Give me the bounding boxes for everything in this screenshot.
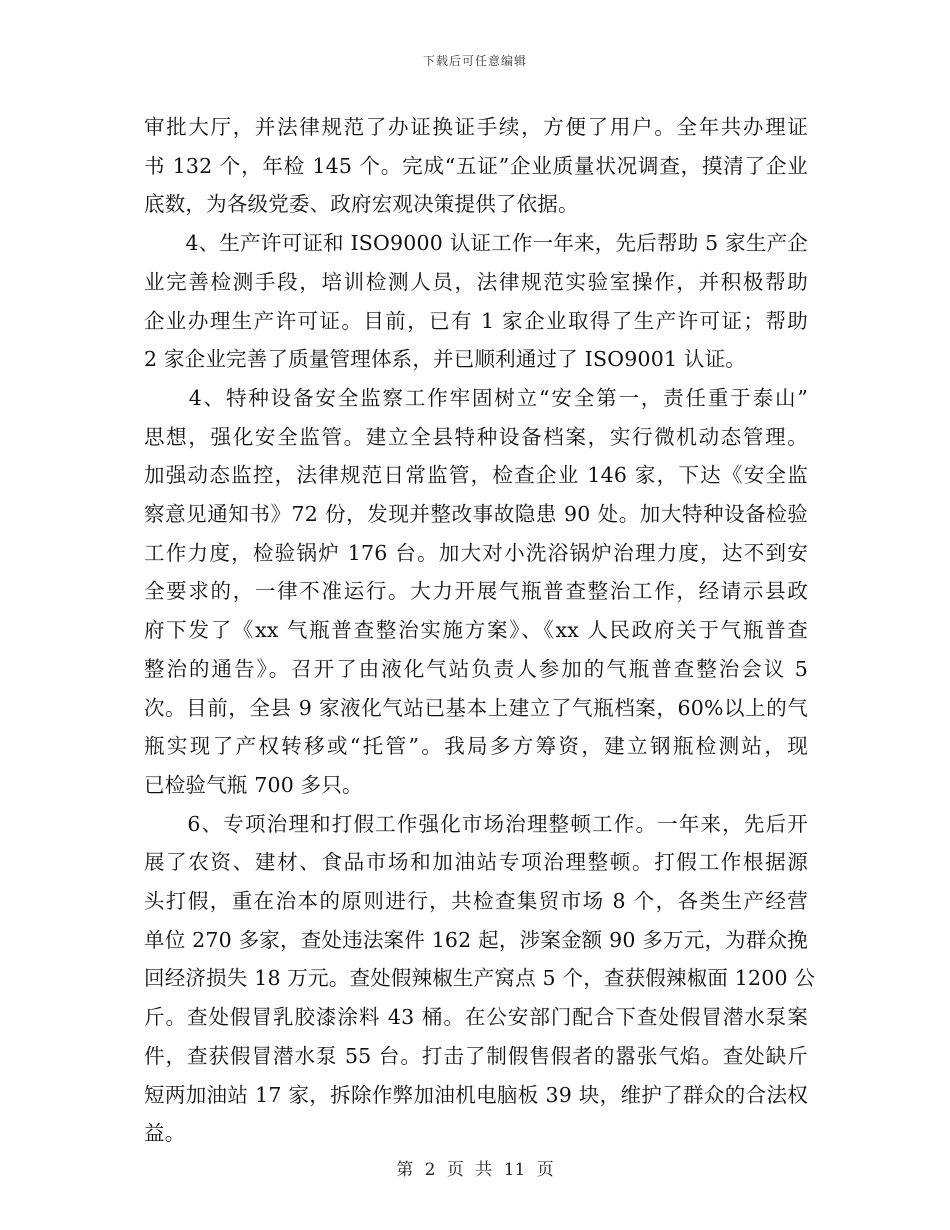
text-line: 2 家企业完善了质量管理体系，并已顺利通过了 ISO9001 认证。 (144, 347, 747, 372)
text-line: 4、特种设备安全监察工作牢固树立“安全第一，责任重于泰山” (144, 385, 808, 410)
text-line: 头打假，重在治本的原则进行，共检查集贸市场 8 个，各类生产经营 (144, 889, 808, 914)
text-line: 企业办理生产许可证。目前，已有 1 家企业取得了生产许可证；帮助 (144, 308, 808, 333)
text-line: 单位 270 多家，查处违法案件 162 起，涉案金额 90 多万元，为群众挽 (144, 927, 808, 952)
page-header: 下载后可任意编辑 (422, 54, 527, 68)
text-line: 件，查获假冒潜水泵 55 台。打击了制假售假者的嚣张气焰。查处缺斤 (144, 1043, 808, 1068)
text-line: 瓶实现了产权转移或“托管”。我局多方筹资，建立钢瓶检测站，现 (144, 734, 808, 759)
paragraph-certificates-continued (144, 108, 808, 224)
text-line: 工作力度，检验锅炉 176 台。加大对小洗浴锅炉治理力度，达不到安 (144, 540, 808, 565)
text-line: 短两加油站 17 家，拆除作弊加油机电脑板 39 块，维护了群众的合法权 (144, 1082, 808, 1107)
text-line: 益。 (144, 1121, 186, 1146)
text-line: 次。目前，全县 9 家液化气站已基本上建立了气瓶档案，60%以上的气 (144, 695, 808, 720)
text-line: 全要求的，一律不准运行。大力开展气瓶普查整治工作，经请示县政 (144, 579, 808, 604)
text-line: 4、生产许可证和 ISO9000 认证工作一年来，先后帮助 5 家生产企 (144, 231, 808, 256)
text-line: 加强动态监控，法律规范日常监管，检查企业 146 家，下达《安全监 (144, 463, 808, 488)
paragraph-special-equipment (144, 379, 808, 805)
paragraph-special-rectification (144, 805, 816, 1153)
text-line: 斤。查处假冒乳胶漆涂料 43 桶。在公安部门配合下查处假冒潜水泵案 (144, 1005, 808, 1030)
text-line: 书 132 个，年检 145 个。完成“五证”企业质量状况调查，摸清了企业 (144, 153, 808, 178)
text-line: 回经济损失 18 万元。查处假辣椒生产窝点 5 个，查获假辣椒面 1200 公 (144, 966, 816, 991)
text-line: 察意见通知书》72 份，发现并整改事故隐患 90 处。加大特种设备检验 (144, 502, 808, 527)
text-line: 底数，为各级党委、政府宏观决策提供了依据。 (144, 192, 579, 217)
page-number-footer: 第 2 页 共 11 页 (396, 1160, 554, 1180)
document-body (144, 108, 816, 1153)
text-line: 业完善检测手段，培训检测人员，法律规范实验室操作，并积极帮助 (144, 269, 808, 294)
text-line: 思想，强化安全监管。建立全县特种设备档案，实行微机动态管理。 (144, 424, 808, 449)
text-line: 府下发了《xx 气瓶普查整治实施方案》、《xx 人民政府关于气瓶普查 (144, 618, 808, 643)
text-line: 展了农资、建材、食品市场和加油站专项治理整顿。打假工作根据源 (144, 850, 808, 875)
paragraph-production-license (144, 224, 808, 379)
text-line: 审批大厅，并法律规范了办证换证手续，方便了用户。全年共办理证 (144, 115, 808, 139)
text-line: 已检验气瓶 700 多只。 (144, 772, 363, 797)
text-line: 6、专项治理和打假工作强化市场治理整顿工作。一年来，先后开 (144, 811, 808, 836)
text-line: 整治的通告》。召开了由液化气站负责人参加的气瓶普查整治会议 5 (144, 656, 808, 681)
